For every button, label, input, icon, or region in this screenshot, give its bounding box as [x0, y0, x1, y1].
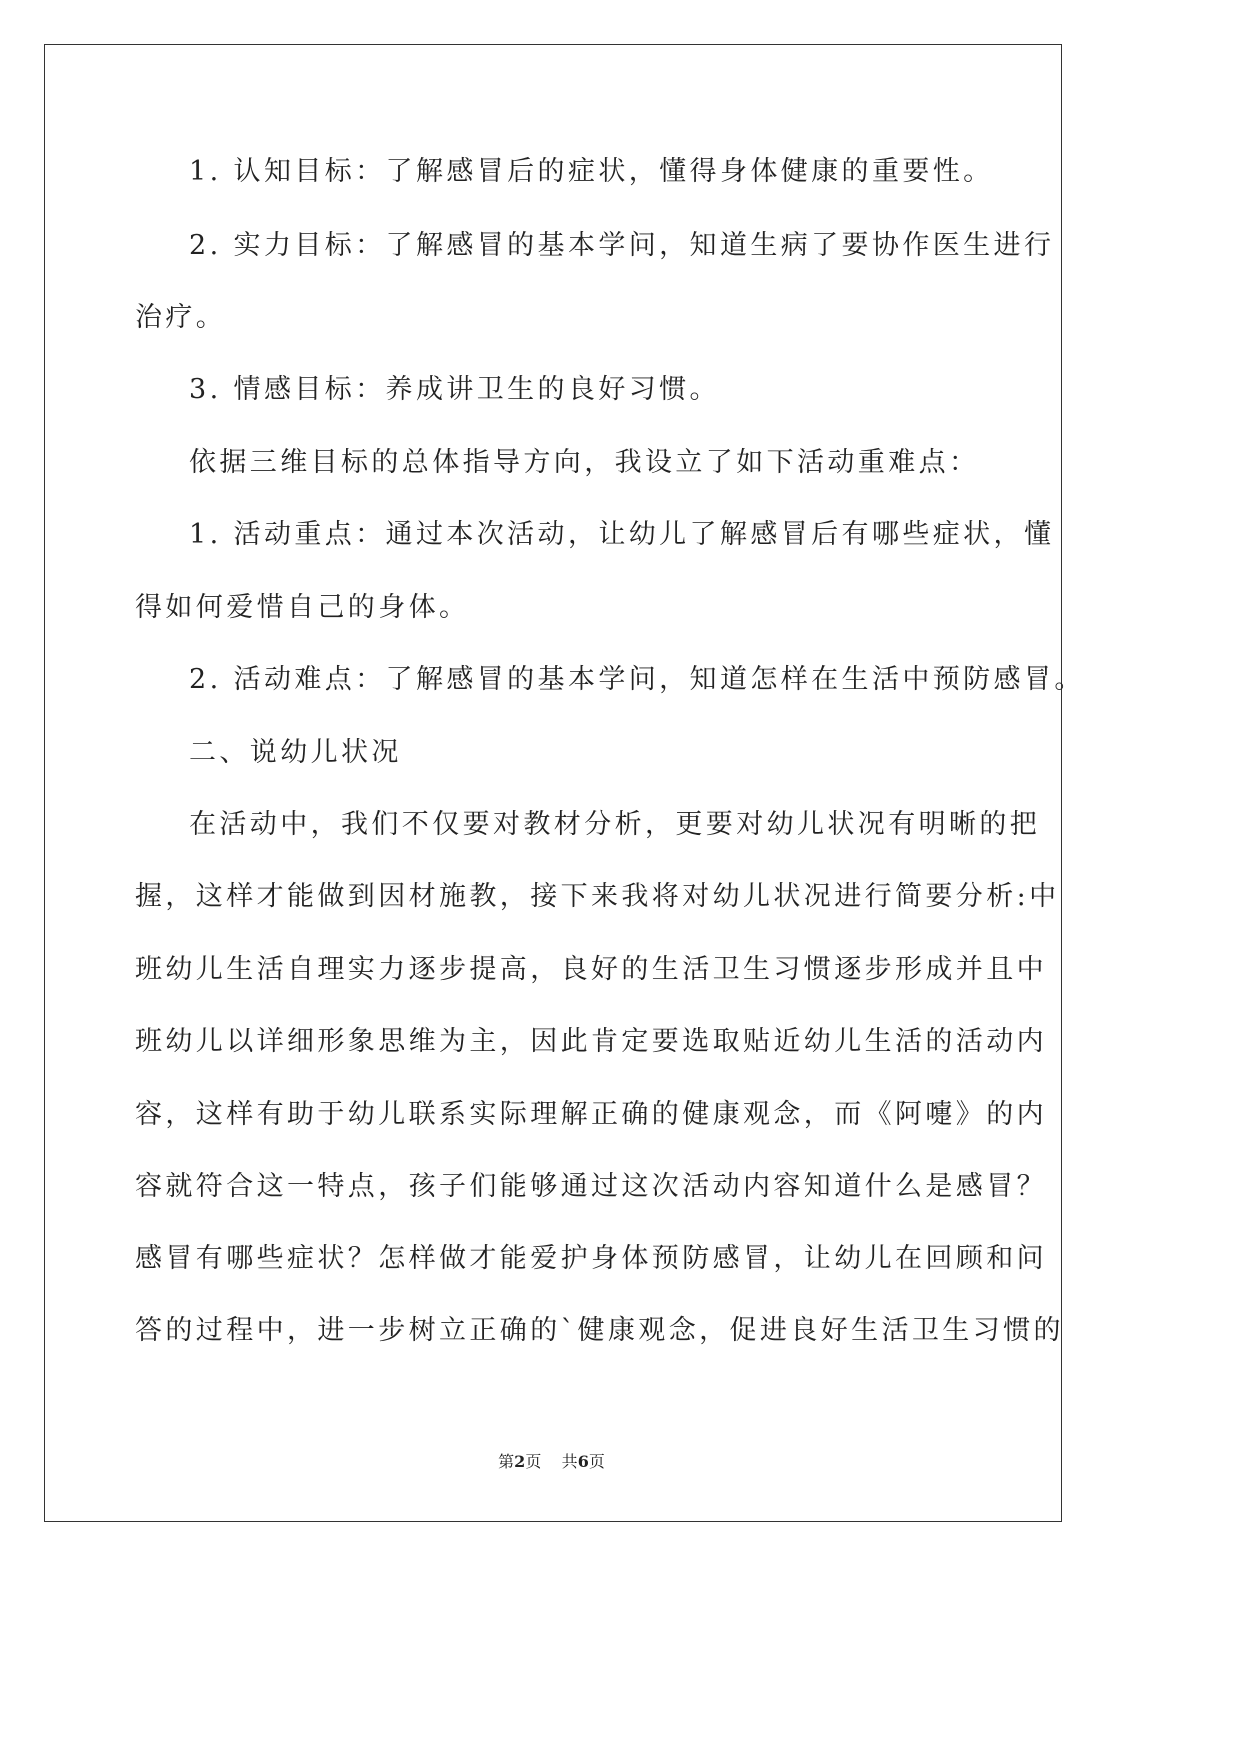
- paragraph-line: 1. 认知目标：了解感冒后的症状，懂得身体健康的重要性。: [189, 156, 994, 187]
- paragraph-line: 容就符合这一特点，孩子们能够通过这次活动内容知道什么是感冒？: [135, 1171, 1047, 1202]
- paragraph-line: 在活动中，我们不仅要对教材分析，更要对幼儿状况有明晰的把: [189, 809, 1041, 840]
- paragraph-line: 1. 活动重点：通过本次活动，让幼儿了解感冒后有哪些症状，懂: [189, 519, 1055, 550]
- footer-total-suffix: 页: [588, 1452, 605, 1471]
- paragraph-line: 2. 活动难点：了解感冒的基本学问，知道怎样在生活中预防感冒。: [189, 664, 1085, 695]
- paragraph-line: 感冒有哪些症状？怎样做才能爱护身体预防感冒，让幼儿在回顾和问: [135, 1243, 1047, 1274]
- paragraph-line: 依据三维目标的总体指导方向，我设立了如下活动重难点：: [189, 447, 980, 478]
- footer-page-suffix: 页: [525, 1452, 542, 1471]
- footer-page-prefix: 第: [498, 1452, 515, 1471]
- footer-total-prefix: 共: [561, 1452, 578, 1471]
- paragraph-line: 2. 实力目标：了解感冒的基本学问，知道生病了要协作医生进行: [189, 230, 1055, 261]
- paragraph-line: 班幼儿以详细形象思维为主，因此肯定要选取贴近幼儿生活的活动内: [135, 1026, 1047, 1057]
- footer-page-number: 2: [514, 1452, 526, 1471]
- paragraph-line: 3. 情感目标：养成讲卫生的良好习惯。: [189, 374, 720, 405]
- paragraph-line: 治疗。: [135, 302, 227, 333]
- paragraph-line: 容，这样有助于幼儿联系实际理解正确的健康观念，而《阿嚏》的内: [135, 1099, 1047, 1130]
- paragraph-line: 得如何爱惜自己的身体。: [135, 592, 470, 623]
- section-heading: 二、说幼儿状况: [189, 737, 402, 768]
- paragraph-line: 班幼儿生活自理实力逐步提高，良好的生活卫生习惯逐步形成并且中: [135, 954, 1047, 985]
- page-footer: [0, 1450, 1103, 1474]
- paragraph-line: 握，这样才能做到因材施教，接下来我将对幼儿状况进行简要分析:中: [135, 881, 1060, 912]
- footer-total-pages: 6: [577, 1452, 589, 1471]
- paragraph-line: 答的过程中，进一步树立正确的`健康观念，促进良好生活卫生习惯的: [135, 1315, 1064, 1346]
